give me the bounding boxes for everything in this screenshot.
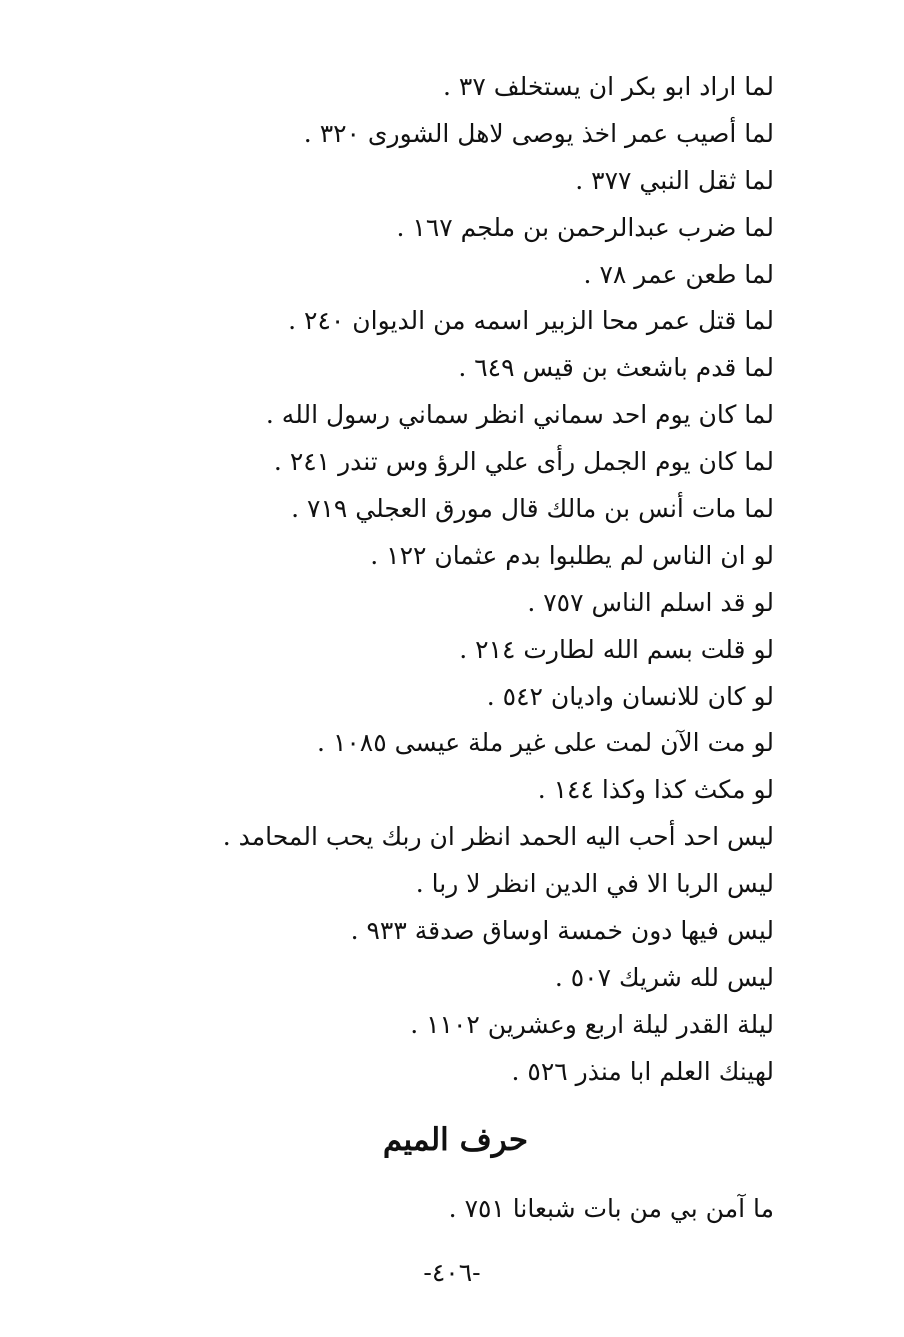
- index-entry: لهينك العلم ابا منذر ٥٢٦ .: [511, 1056, 774, 1086]
- index-entries-mim: [114, 1186, 774, 1233]
- index-entry: لو قد اسلم الناس ٧٥٧ .: [527, 587, 774, 617]
- index-entry: ما آمن بي من بات شبعانا ٧٥١ .: [448, 1194, 774, 1223]
- index-entry: لو ان الناس لم يطلبوا بدم عثمان ١٢٢ .: [370, 540, 774, 570]
- index-entry: ليس لله شريك ٥٠٧ .: [554, 962, 774, 992]
- index-entry: لو مكث كذا وكذا ١٤٤ .: [537, 775, 774, 805]
- index-entry: لو مت الآن لمت على غير ملة عيسى ١٠٨٥ .: [317, 728, 774, 758]
- index-entry: لما ضرب عبدالرحمن بن ملجم ١٦٧ .: [396, 212, 774, 242]
- index-entry: ليس فيها دون خمسة اوساق صدقة ٩٣٣ .: [350, 916, 774, 946]
- index-entry: لما مات أنس بن مالك قال مورق العجلي ٧١٩ .: [291, 494, 774, 524]
- index-entry: لما اراد ابو بكر ان يستخلف ٣٧ .: [442, 72, 774, 101]
- index-entry: لما كان يوم احد سماني انظر سماني رسول الله .: [265, 400, 774, 430]
- section-heading-mim: حرف الميم: [382, 1122, 528, 1158]
- index-entry: لما ثقل النبي ٣٧٧ .: [575, 165, 774, 195]
- index-entry: لو كان للانسان واديان ٥٤٢ .: [486, 681, 774, 711]
- index-entry: لو قلت بسم الله لطارت ٢١٤ .: [459, 634, 774, 664]
- index-entry: لما كان يوم الجمل رأى علي الرؤ وس تندر ٢٤١ .: [273, 447, 774, 477]
- page-number: -٤٠٦-: [423, 1258, 481, 1287]
- index-entry: لما أصيب عمر اخذ يوصى لاهل الشورى ٣٢٠ .: [303, 118, 774, 148]
- index-entry: لما قتل عمر محا الزبير اسمه من الديوان ٢٤٠ .: [288, 306, 774, 336]
- index-entry: ليلة القدر ليلة اربع وعشرين ١١٠٢ .: [410, 1009, 774, 1039]
- index-entry: لما طعن عمر ٧٨ .: [583, 259, 774, 289]
- index-entry: لما قدم باشعث بن قيس ٦٤٩ .: [458, 353, 774, 383]
- index-entry: ليس الربا الا في الدين انظر لا ربا .: [415, 869, 774, 899]
- index-entries-lam: [114, 64, 774, 1096]
- index-entry: ليس احد أحب اليه الحمد انظر ان ربك يحب المحامد .: [222, 822, 774, 852]
